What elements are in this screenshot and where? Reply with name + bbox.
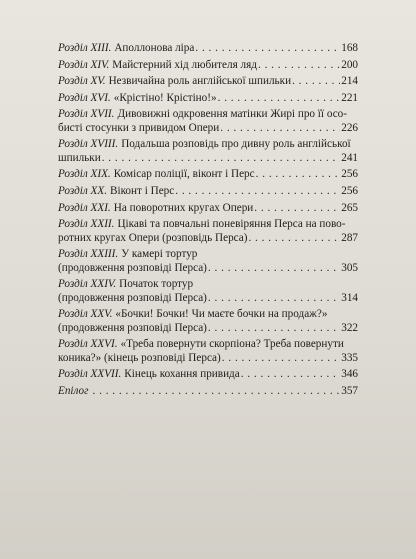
page-number: 322 — [341, 321, 358, 334]
chapter-title-text: У камері тортур — [121, 248, 198, 261]
chapter-title-text: бисті стосунки з привидом Опери — [58, 121, 220, 134]
chapter-label: Розділ XXVII. — [58, 368, 122, 381]
chapter-title-text: Аполлонова ліра — [114, 42, 195, 54]
chapter-title-text: коника?» (кінець розповіді Перса) — [58, 351, 221, 364]
page-number: 287 — [341, 231, 358, 244]
chapter-label: Розділ XVI. — [58, 91, 111, 104]
toc-entry — [58, 278, 358, 305]
toc-entry-last-line — [58, 185, 358, 198]
toc-entry-last-line — [58, 385, 358, 398]
dot-leader — [220, 122, 340, 135]
page-number: 335 — [341, 351, 358, 364]
page-number: 256 — [341, 168, 358, 181]
page-number: 214 — [341, 75, 358, 88]
toc-entry — [58, 202, 358, 215]
chapter-label: Розділ XXVI. — [58, 338, 118, 351]
toc-entry — [58, 385, 358, 398]
chapter-label: Розділ XXIV. — [58, 278, 117, 291]
toc-entry-last-line — [58, 152, 358, 165]
toc-entry-last-line — [58, 92, 358, 105]
chapter-title-text: Цікаві та повчальні поневіряння Перса на пово- — [117, 218, 346, 231]
chapter-title-text: Дивовижні одкровення матінки Жирі про її осо- — [117, 108, 347, 121]
chapter-label: Розділ XXV. — [58, 308, 113, 321]
chapter-title-text: (продовження розповіді Перса) — [58, 291, 207, 304]
toc-entry — [58, 338, 358, 365]
toc-entry-line — [58, 138, 358, 151]
chapter-title-text: Незвичайна роль англійської шпильки — [108, 75, 292, 88]
toc-entry — [58, 75, 358, 88]
toc-entry — [58, 59, 358, 72]
dot-leader — [102, 152, 341, 165]
toc-entry-line — [58, 248, 358, 261]
toc-entry-last-line — [58, 168, 358, 181]
toc-entry-line — [58, 218, 358, 231]
chapter-title-text: Кінець кохання привида — [124, 368, 240, 381]
chapter-title-text: «Крістіно! Крістіно!» — [113, 91, 217, 104]
toc-entry — [58, 248, 358, 275]
chapter-label: Розділ XVIII. — [58, 138, 119, 151]
dot-leader — [208, 322, 340, 335]
page-number: 256 — [341, 184, 358, 197]
toc-entry-last-line — [58, 352, 358, 365]
dot-leader — [208, 292, 340, 305]
toc-entry-last-line — [58, 262, 358, 275]
dot-leader — [93, 385, 341, 398]
chapter-title-text: На поворотних кругах Опери — [113, 201, 254, 214]
toc-entry — [58, 168, 358, 181]
page-number: 226 — [341, 121, 358, 134]
chapter-title-text: шпильки — [58, 151, 101, 164]
page-number: 241 — [341, 151, 358, 164]
toc-entry-last-line — [58, 368, 358, 381]
chapter-title-text: «Бочки! Бочки! Чи маєте бочки на продаж?» — [115, 308, 328, 321]
toc-entry — [58, 368, 358, 381]
chapter-title-text: Віконт і Перс — [110, 184, 175, 197]
page-number: 168 — [341, 42, 358, 54]
toc-entry-line — [58, 108, 358, 121]
chapter-label: Розділ XV. — [58, 75, 106, 88]
dot-leader — [208, 262, 340, 275]
dot-leader — [175, 185, 340, 198]
dot-leader — [254, 202, 340, 215]
chapter-label: Розділ XXII. — [58, 218, 115, 231]
toc-entry-line — [58, 338, 358, 351]
toc-entry — [58, 138, 358, 165]
chapter-title-text: ротних кругах Опери (розповідь Перса) — [58, 231, 248, 244]
toc-entry-last-line — [58, 322, 358, 335]
toc-entry-last-line — [58, 232, 358, 245]
chapter-title-text: (продовження розповіді Перса) — [58, 261, 207, 274]
toc-entry-last-line — [58, 42, 358, 55]
page-number: 221 — [341, 91, 358, 104]
page-number: 200 — [341, 58, 358, 71]
chapter-label: Розділ XIX. — [58, 168, 111, 181]
chapter-label: Розділ XIII. — [58, 42, 112, 54]
dot-leader — [256, 168, 341, 181]
dot-leader — [292, 75, 340, 88]
dot-leader — [258, 59, 340, 72]
chapter-title-text: (продовження розповіді Перса) — [58, 321, 207, 334]
toc-entry — [58, 218, 358, 245]
dot-leader — [195, 42, 340, 55]
toc-entry-line — [58, 278, 358, 291]
toc-entry — [58, 42, 358, 55]
chapter-title-text: Подальша розповідь про дивну роль англійської — [121, 138, 351, 151]
chapter-label: Розділ XX. — [58, 184, 107, 197]
toc-entry-last-line — [58, 59, 358, 72]
toc-entry-last-line — [58, 122, 358, 135]
toc-entry — [58, 108, 358, 135]
toc-entry-line — [58, 308, 358, 321]
dot-leader — [218, 92, 341, 105]
chapter-label: Розділ XIV. — [58, 58, 110, 71]
toc-entry-last-line — [58, 75, 358, 88]
chapter-title-text: Комісар поліції, віконт і Перс — [113, 168, 255, 181]
toc-entry — [58, 185, 358, 198]
page-number: 357 — [341, 384, 358, 397]
chapter-title-text: «Треба повернути скорпіона? Треба повернути — [120, 338, 344, 351]
toc-entry — [58, 92, 358, 105]
dot-leader — [241, 368, 341, 381]
page-number: 265 — [341, 201, 358, 214]
page-number: 305 — [341, 261, 358, 274]
page-number: 346 — [341, 368, 358, 381]
chapter-title-text: Початок тортур — [119, 278, 194, 291]
toc-entry-last-line — [58, 202, 358, 215]
chapter-title-text: Майстерний хід любителя ляд — [112, 58, 257, 71]
chapter-label: Розділ XXI. — [58, 201, 111, 214]
chapter-label: Розділ XXIII. — [58, 248, 119, 261]
chapter-label: Розділ XVII. — [58, 108, 115, 121]
dot-leader — [222, 352, 340, 365]
toc-entry — [58, 308, 358, 335]
chapter-label: Епілог — [58, 384, 89, 397]
page-number: 314 — [341, 291, 358, 304]
table-of-contents — [58, 42, 358, 401]
dot-leader — [248, 232, 340, 245]
toc-entry-last-line — [58, 292, 358, 305]
